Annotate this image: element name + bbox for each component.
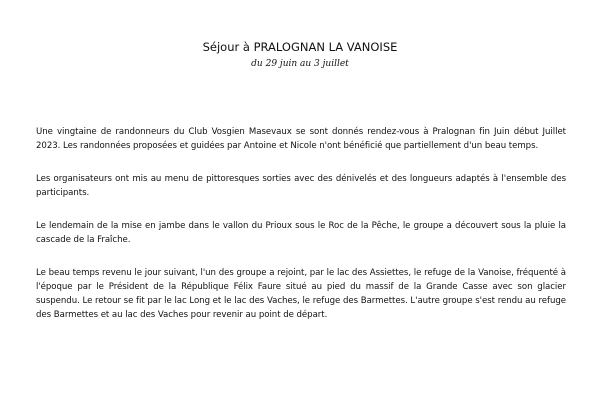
document-title: Séjour à PRALOGNAN LA VANOISE xyxy=(202,40,398,54)
document-subtitle: du 29 juin au 3 juillet xyxy=(251,59,349,69)
paragraph-vanoise: Le beau temps revenu le jour suivant, l'un des groupe a rejoint, par le lac des Assiettes, le refuge de la Vanoise, fréquenté à l'époque par le Président de la République Félix Faure situé au pied du massif de la Grande Casse avec son glacier suspendu. Le retour se fit par le lac Long et le lac des Vaches, le refuge des Barmettes. L'autre groupe s'est rendu au refuge des Barmettes et au lac des Vaches pour revenir au point de départ. xyxy=(36,268,566,320)
paragraph-organisers: Les organisateurs ont mis au menu de pittoresques sorties avec des dénivelés et des longueurs adaptés à l'ensemble des participants. xyxy=(36,174,566,198)
document-body xyxy=(36,125,566,341)
paragraph-prioux: Le lendemain de la mise en jambe dans le vallon du Prioux sous le Roc de la Pêche, le groupe a découvert sous la pluie la cascade de la Fraîche. xyxy=(36,221,566,245)
paragraph-intro: Une vingtaine de randonneurs du Club Vosgien Masevaux se sont donnés rendez-vous à Pralognan fin Juin début Juillet 2023. Les randonnées proposées et guidées par Antoine et Nicole n'ont bénéficié que partiellement d'un beau temps. xyxy=(36,127,566,151)
